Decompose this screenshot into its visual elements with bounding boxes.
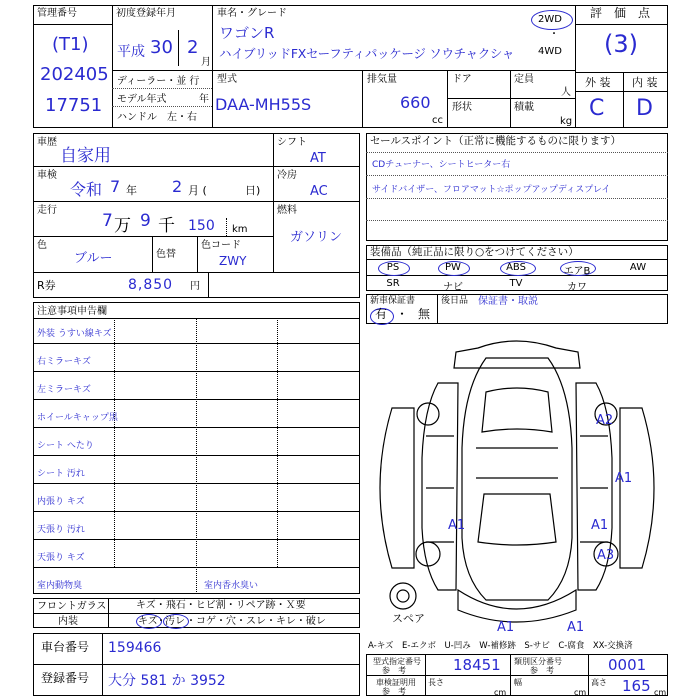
interior-rest: ・コゲ・穴・スレ・キレ・破レ <box>186 616 326 627</box>
note-pet-smell: 室内動物臭 <box>37 581 83 591</box>
yen-unit: 円 <box>190 281 200 292</box>
damage-mark-5: A3 <box>597 548 615 563</box>
mileage-label: 走行 <box>37 205 57 216</box>
mgmt-label: 管理番号 <box>37 8 77 19</box>
color-value: ブルー <box>74 251 113 266</box>
color-code-value: ZWY <box>219 254 247 268</box>
header-block <box>33 5 668 128</box>
man-unit: 万 <box>114 216 131 236</box>
capacity-label: 定員 <box>514 74 534 85</box>
cert-label: 車検証明用 <box>376 678 416 687</box>
note-2: 右ミラーキズ <box>37 357 91 367</box>
history-label: 車歴 <box>37 137 57 148</box>
lot-code: (T1) <box>52 34 89 55</box>
note-8: 天張り 汚れ <box>37 525 85 535</box>
registration-number: 大分 581 か 3952 <box>108 673 226 689</box>
length-label: 長さ <box>428 678 444 687</box>
class-label: 類別区分番号 <box>514 657 562 666</box>
note-3: 左ミラーキズ <box>37 385 91 395</box>
notes-title: 注意事項申告欄 <box>37 306 107 317</box>
equip-aw: AW <box>629 262 647 273</box>
model-year-label: モデル年式 <box>117 94 167 105</box>
inspection-year: 7 <box>110 177 121 196</box>
mileage-man: 7 <box>102 211 113 231</box>
damage-mark-1: A2 <box>596 413 614 428</box>
exterior-grade: C <box>589 96 605 121</box>
length-unit: cm <box>494 688 507 697</box>
dealer-label: ディーラー・並 行 <box>117 76 200 87</box>
interior-label: 内 装 <box>632 76 658 89</box>
height-label: 高さ <box>591 678 607 687</box>
front-glass-label: フロントガラス <box>37 601 107 612</box>
reg-era: 平成 <box>117 44 145 60</box>
ac-value: AC <box>310 184 328 199</box>
equip-pw: PW <box>445 262 461 273</box>
inspection-label: 車検 <box>37 170 57 181</box>
displacement-label: 排気量 <box>367 74 397 85</box>
note-7: 内張り キズ <box>37 497 85 507</box>
chassis-label: 車台番号 <box>41 640 90 654</box>
model-label: 型式 <box>217 74 237 85</box>
cc-unit: cc <box>432 115 443 126</box>
history-value: 自家用 <box>60 146 111 166</box>
recycle-value: 8,850 <box>128 277 174 293</box>
equip-leather: カワ <box>567 282 587 293</box>
shift-value: AT <box>310 151 326 166</box>
equip-tv: TV <box>509 278 523 289</box>
damage-legend: A-キズ E-エクボ U-凹み W-補修跡 S-サビ C-腐食 XX-交換済 <box>368 641 633 651</box>
drive-2wd: 2WD <box>538 14 562 25</box>
door-label: ドア <box>452 74 472 85</box>
class-number: 0001 <box>608 656 647 674</box>
fuel-label: 燃料 <box>277 205 297 216</box>
drive-4wd: 4WD <box>538 46 562 57</box>
month-unit: 月 <box>201 57 211 68</box>
car-name-label: 車名・グレード <box>217 8 287 19</box>
chassis-number: 159466 <box>108 640 162 656</box>
sales-point-2: サイドバイザー、フロアマット☆ポップアップディスプレイ <box>372 185 611 195</box>
inspection-day-unit: 日) <box>245 184 261 197</box>
equip-sr: SR <box>386 278 400 289</box>
damage-mark-6: A1 <box>497 620 515 635</box>
inspection-era: 令和 <box>70 180 103 199</box>
interior-grade: D <box>636 96 653 121</box>
later-label: 後日品 <box>441 296 469 306</box>
note-6: シート 汚れ <box>37 469 85 479</box>
reg-label: 登録番号 <box>41 671 90 685</box>
color-label: 色 <box>37 240 47 251</box>
rating-value: (3) <box>604 30 638 58</box>
note-1: 外装 うすい線キズ <box>37 329 112 339</box>
inspection-month: 2 <box>172 177 183 196</box>
type-designation-number: 18451 <box>453 656 501 674</box>
exterior-label: 外 装 <box>585 76 611 89</box>
lot-number: 202405 <box>40 64 109 85</box>
mileage-sen: 9 <box>140 211 151 231</box>
handle-label: ハンドル 左・右 <box>117 112 197 123</box>
note-4: ホイールキャップ黒 <box>37 413 118 423</box>
height-unit: cm <box>654 688 667 697</box>
note-9: 天張り キズ <box>37 553 85 563</box>
equip-airbag: エアB <box>563 266 591 277</box>
reg-year: 30 <box>150 37 173 58</box>
equip-navi: ナビ <box>443 282 463 293</box>
warranty-yes: 有 <box>375 307 388 321</box>
sen-unit: 千 <box>158 216 175 236</box>
interior-condition-label: 内装 <box>58 616 78 627</box>
person-unit: 人 <box>561 87 571 98</box>
sales-points-title: セールスポイント（正常に機能するものに限ります） <box>370 135 622 147</box>
shape-label: 形状 <box>452 102 472 113</box>
type-designation-label: 型式指定番号 <box>373 657 421 666</box>
recycle-label: R券 <box>37 279 56 292</box>
ac-label: 冷房 <box>277 170 297 181</box>
color-code-label: 色コード <box>201 240 241 251</box>
inspection-month-unit: 月 ( <box>188 184 207 197</box>
damage-mark-3: A1 <box>448 518 466 533</box>
width-label: 幅 <box>514 678 522 687</box>
warranty-label: 新車保証書 <box>370 296 416 306</box>
model-code: DAA-MH55S <box>215 95 312 114</box>
displacement-value: 660 <box>400 93 431 112</box>
load-label: 積載 <box>514 102 534 113</box>
equipment-title: 装備品（純正品に限り○をつけてください） <box>370 246 579 258</box>
equip-ps: PS <box>386 262 400 273</box>
note-5: シート へたり <box>37 441 94 451</box>
damage-mark-4: A1 <box>591 518 609 533</box>
mileage-rest: 150 <box>188 218 215 234</box>
width-unit: cm <box>574 688 587 697</box>
damage-mark-7: A1 <box>567 620 585 635</box>
front-glass-options: キズ・飛石・ヒビ割・リペア跡・Ｘ要 <box>136 600 306 611</box>
interior-kizu: キズ <box>138 616 158 627</box>
equip-abs: ABS <box>506 262 526 273</box>
warranty-no: 無 <box>418 307 431 321</box>
color-change-label: 色替 <box>156 249 176 260</box>
kg-unit: kg <box>560 116 573 127</box>
spare-label: スペア <box>392 612 425 625</box>
car-grade: ハイブリッドFXセーフティパッケージ ソウチャクシャ <box>219 46 515 61</box>
sales-point-1: CDチューナー、シートヒーター右 <box>372 160 511 170</box>
model-year-unit: 年 <box>199 94 209 105</box>
first-registration-label: 初度登録年月 <box>116 8 176 19</box>
shift-label: シフト <box>277 137 307 148</box>
class-ref: 参 考 <box>530 666 554 675</box>
car-name: ワゴンR <box>219 24 275 42</box>
reg-month: 2 <box>187 37 199 58</box>
cert-ref: 参 考 <box>382 687 406 696</box>
type-designation-ref: 参 考 <box>382 666 406 675</box>
km-unit: km <box>232 224 248 235</box>
inspection-year-unit: 年 <box>126 184 137 197</box>
note-perfume-smell: 室内香水臭い <box>204 581 259 591</box>
warranty-dot: ・ <box>396 307 409 321</box>
rating-label: 評 価 点 <box>590 6 651 20</box>
fuel-value: ガソリン <box>290 230 343 245</box>
damage-mark-2: A1 <box>615 471 633 486</box>
later-value: 保証書・取説 <box>478 296 538 307</box>
management-number: 17751 <box>45 95 103 116</box>
height-value: 165 <box>622 677 651 695</box>
interior-yogore: 汚レ <box>165 616 185 627</box>
